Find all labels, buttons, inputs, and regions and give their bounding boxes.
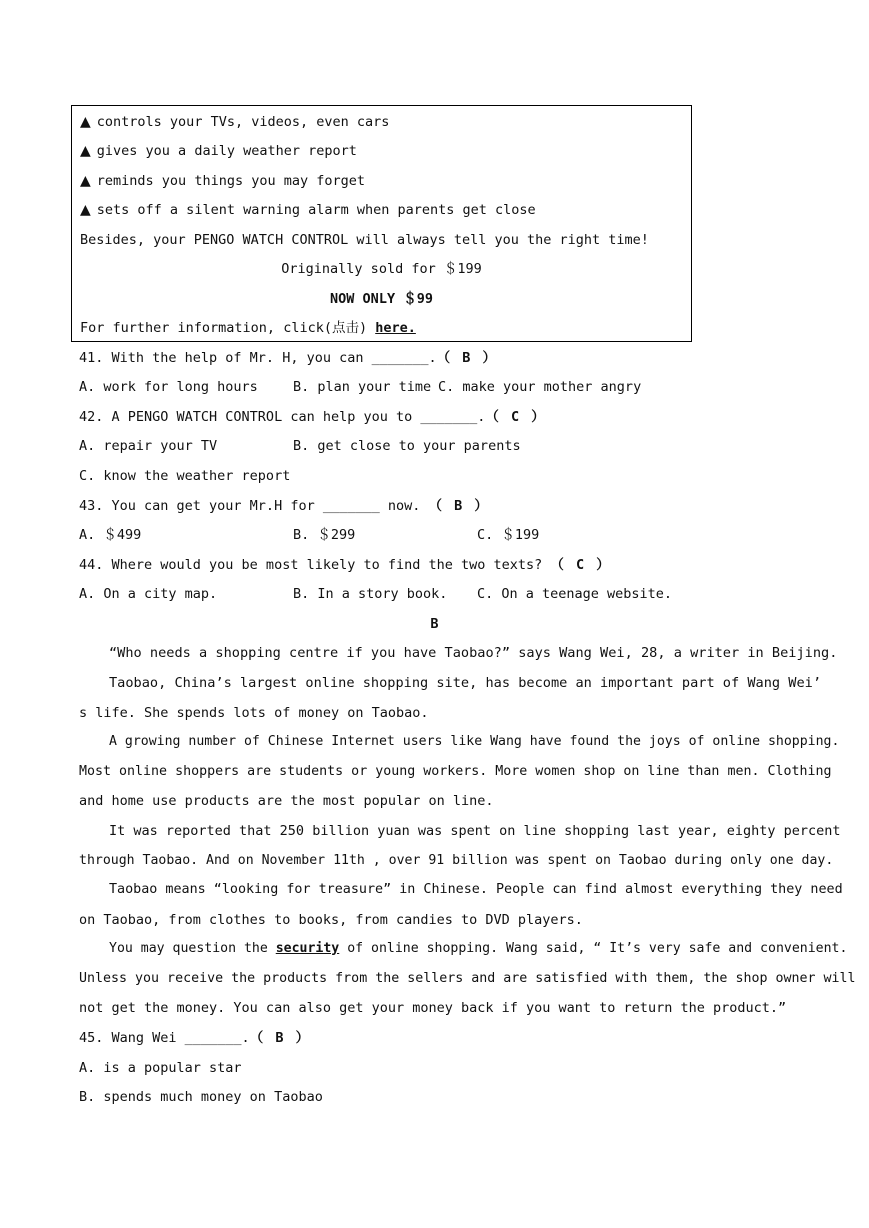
para-2-line-1: Taobao, China’s largest online shopping site, has become an important part of Wang Wei’ [109, 675, 822, 691]
para-5-line-1: Taobao means “looking for treasure” in Chinese. People can find almost everything they need [109, 882, 843, 897]
ad-now-only: NOW ONLY ＄99 [330, 291, 433, 307]
ad-bullet-3: ▲ reminds you things you may forget [80, 173, 365, 189]
section-b-heading: B [430, 616, 439, 632]
para-6-line-2: Unless you receive the products from the sellers and are satisfied with them, the shop owner will [79, 971, 856, 986]
q42-option-a: A. repair your TV [79, 438, 218, 454]
triangle-bullet-icon: ▲ [80, 114, 91, 130]
para-2-line-2: s life. She spends lots of money on Taobao. [79, 705, 429, 721]
answer-45: （ B ） [249, 1030, 312, 1046]
security-word: security [275, 941, 340, 956]
q42-option-c: C. know the weather report [79, 468, 291, 484]
ad-bullet-4: ▲ sets off a silent warning alarm when parents get close [80, 202, 536, 218]
q43-option-a: A. ＄499 [79, 527, 142, 543]
q45-option-a: A. is a popular star [79, 1060, 242, 1076]
answer-41: （ B ） [436, 350, 499, 366]
q44-option-a: A. On a city map. [79, 586, 218, 602]
q41-option-a: A. work for long hours [79, 379, 258, 395]
q43-option-c: C. ＄199 [477, 527, 540, 543]
q45-option-b: B. spends much money on Taobao [79, 1089, 323, 1105]
para-3-line-2: Most online shoppers are students or young workers. More women shop on line than men. Clothing [79, 764, 832, 779]
para-1: “Who needs a shopping centre if you have Taobao?” says Wang Wei, 28, a writer in Beijing. [109, 645, 838, 661]
ad-besides: Besides, your PENGO WATCH CONTROL will always tell you the right time! [80, 232, 649, 248]
question-44: 44. Where would you be most likely to find the two texts? （ C ） [79, 557, 612, 573]
question-43: 43. You can get your Mr.H for _______ now. （ B ） [79, 498, 490, 514]
ad-bullet-2: ▲ gives you a daily weather report [80, 143, 357, 159]
triangle-bullet-icon: ▲ [80, 202, 91, 218]
para-3-line-1: A growing number of Chinese Internet users like Wang have found the joys of online shopping. [109, 734, 840, 749]
answer-44: （ C ） [550, 557, 612, 573]
question-41: 41. With the help of Mr. H, you can _______.（ B ） [79, 350, 499, 366]
para-3-line-3: and home use products are the most popular on line. [79, 793, 494, 809]
q44-option-c: C. On a teenage website. [477, 586, 673, 602]
para-6-line-3: not get the money. You can also get your money back if you want to return the product.” [79, 1000, 787, 1016]
question-45: 45. Wang Wei _______.（ B ） [79, 1030, 312, 1046]
q41-option-b: B. plan your time [293, 379, 432, 395]
q44-option-b: B. In a story book. [293, 586, 448, 602]
ad-box [71, 105, 692, 342]
para-4-line-1: It was reported that 250 billion yuan was spent on line shopping last year, eighty percent [109, 823, 841, 839]
ad-original-price: Originally sold for ＄199 [281, 261, 482, 277]
q41-option-c: C. make your mother angry [438, 379, 642, 395]
ad-bullet-1: ▲ controls your TVs, videos, even cars [80, 114, 390, 130]
answer-43: （ B ） [428, 498, 490, 514]
answer-42: （ C ） [485, 409, 547, 425]
q42-option-b: B. get close to your parents [293, 438, 521, 454]
triangle-bullet-icon: ▲ [80, 173, 91, 189]
ad-further-info: For further information, click(点击) here. [80, 320, 416, 336]
here-link[interactable]: here. [375, 320, 416, 336]
para-4-line-2: through Taobao. And on November 11th , over 91 billion was spent on Taobao during only one day. [79, 853, 834, 868]
para-5-line-2: on Taobao, from clothes to books, from candies to DVD players. [79, 912, 583, 928]
q43-option-b: B. ＄299 [293, 527, 356, 543]
triangle-bullet-icon: ▲ [80, 143, 91, 159]
question-42: 42. A PENGO WATCH CONTROL can help you to _______.（ C ） [79, 409, 547, 425]
para-6-line-1: You may question the security of online shopping. Wang said, “ It’s very safe and convenient. [109, 941, 848, 956]
